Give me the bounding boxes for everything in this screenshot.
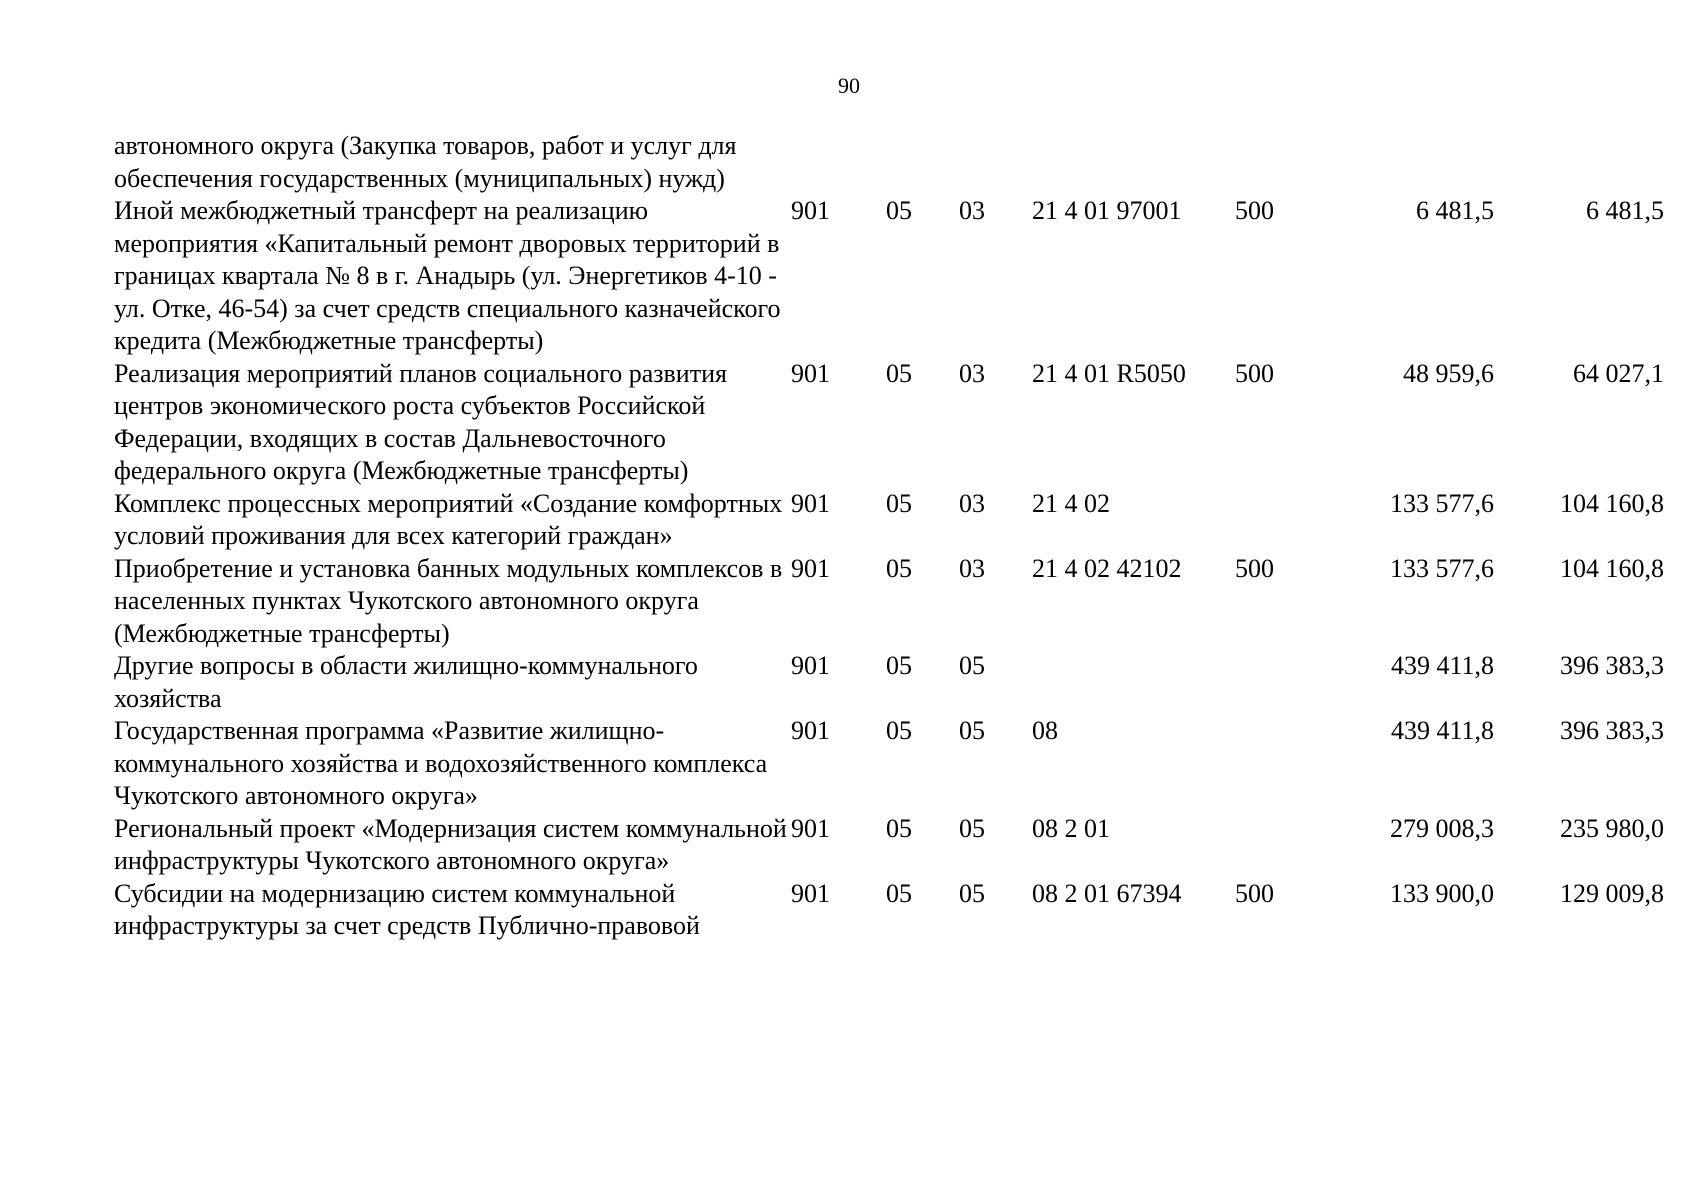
table-row <box>114 488 1664 553</box>
amount-year-2 <box>1494 130 1664 195</box>
item-name: автономного округа (Закупка товаров, работ и услуг для обеспечения государственных (муниципальных) нужд) <box>114 131 737 193</box>
table-row <box>114 715 1664 813</box>
table-row <box>114 553 1664 651</box>
target-article-code: 21 4 02 <box>1032 488 1110 518</box>
item-name: Приобретение и установка банных модульных комплексов в населенных пунктах Чукотского автономного округа (Межбюджетные трансферты) <box>114 553 783 648</box>
amount-year-1: 133 577,6 <box>1390 488 1494 518</box>
amount-year-1: 6 481,5 <box>1416 196 1494 225</box>
subsection-code: 05 <box>959 878 985 908</box>
item-name: Государственная программа «Развитие жилищно-коммунального хозяйства и водохозяйственного комплекса Чукотского автономного округа» <box>114 716 768 810</box>
ministry-code: 901 <box>791 716 830 745</box>
amount-year-1: 279 008,3 <box>1390 813 1494 843</box>
subsection-code: 05 <box>959 651 985 680</box>
table-row <box>114 358 1664 488</box>
amount-year-1: 133 577,6 <box>1390 553 1494 583</box>
amount-year-1: 439 411,8 <box>1390 716 1494 745</box>
ministry-code: 901 <box>791 651 830 680</box>
target-article-code: 08 2 01 <box>1032 813 1110 843</box>
target-article-code: 21 4 01 R5050 <box>1032 358 1186 388</box>
table-row <box>114 813 1664 878</box>
amount-year-2: 6 481,5 <box>1586 196 1664 225</box>
budget-table <box>114 130 1664 943</box>
table-row <box>114 650 1664 715</box>
amount-year-2: 235 980,0 <box>1560 813 1664 843</box>
table-row <box>114 878 1664 943</box>
target-article-code <box>1032 650 1235 715</box>
section-code: 05 <box>886 813 912 843</box>
amount-year-2: 396 383,3 <box>1560 716 1664 745</box>
item-name: Реализация мероприятий планов социального развития центров экономического роста субъектов Российской Федерации, входящих в состав Дальневосточного федерального округа (Межбюджетные трансферты) <box>114 358 727 485</box>
ministry-code: 901 <box>791 553 830 583</box>
item-name: Другие вопросы в области жилищно-коммунального хозяйства <box>114 651 698 713</box>
target-article-code: 21 4 02 42102 <box>1032 553 1182 583</box>
expense-type-code: 500 <box>1235 878 1274 908</box>
ministry-code: 901 <box>791 196 830 225</box>
amount-year-2: 129 009,8 <box>1560 878 1664 908</box>
subsection-code: 03 <box>959 196 985 225</box>
expense-type-code <box>1235 813 1355 878</box>
subsection-code: 03 <box>959 488 985 518</box>
section-code: 05 <box>886 716 912 745</box>
amount-year-2: 396 383,3 <box>1560 651 1664 680</box>
expense-type-code: 500 <box>1235 553 1274 583</box>
item-name: Комплекс процессных мероприятий «Создание комфортных условий проживания для всех категорий граждан» <box>114 488 783 550</box>
amount-year-1: 133 900,0 <box>1390 878 1494 908</box>
target-article-code: 08 2 01 67394 <box>1032 878 1182 908</box>
amount-year-2: 104 160,8 <box>1560 488 1664 518</box>
item-name: Иной межбюджетный трансферт на реализацию мероприятия «Капитальный ремонт дворовых территорий в границах квартала № 8 в г. Анадырь (ул. Энергетиков 4-10 - ул. Отке, 46-54) за счет средств специального казначейского кредита (Межбюджетные трансферты) <box>114 196 781 355</box>
page-number: 90 <box>838 73 860 98</box>
amount-year-1: 48 959,6 <box>1403 358 1494 388</box>
item-name: Региональный проект «Модернизация систем коммунальной инфраструктуры Чукотского автономного округа» <box>114 813 787 875</box>
ministry-code: 901 <box>791 358 830 388</box>
subsection-code: 05 <box>959 813 985 843</box>
section-code <box>886 130 959 195</box>
expense-type-code: 500 <box>1235 196 1274 225</box>
amount-year-1 <box>1355 130 1494 195</box>
expense-type-code <box>1235 715 1355 813</box>
section-code: 05 <box>886 878 912 908</box>
section-code: 05 <box>886 651 912 680</box>
target-article-code: 08 <box>1032 716 1058 745</box>
expense-type-code <box>1235 130 1355 195</box>
subsection-code: 03 <box>959 358 985 388</box>
amount-year-2: 104 160,8 <box>1560 553 1664 583</box>
amount-year-2: 64 027,1 <box>1573 358 1664 388</box>
item-name: Субсидии на модернизацию систем коммунальной инфраструктуры за счет средств Публично-правовой <box>114 878 700 940</box>
section-code: 05 <box>886 553 912 583</box>
table-row <box>114 130 1664 195</box>
subsection-code <box>959 130 1032 195</box>
section-code: 05 <box>886 196 912 225</box>
ministry-code: 901 <box>791 488 830 518</box>
target-article-code: 21 4 01 97001 <box>1032 196 1182 225</box>
subsection-code: 05 <box>959 716 985 745</box>
section-code: 05 <box>886 488 912 518</box>
expense-type-code <box>1235 488 1355 553</box>
expense-type-code <box>1235 650 1355 715</box>
ministry-code: 901 <box>791 878 830 908</box>
expense-type-code: 500 <box>1235 358 1274 388</box>
subsection-code: 03 <box>959 553 985 583</box>
section-code: 05 <box>886 358 912 388</box>
amount-year-1: 439 411,8 <box>1390 651 1494 680</box>
ministry-code <box>791 130 886 195</box>
table-row <box>114 195 1664 358</box>
ministry-code: 901 <box>791 813 830 843</box>
target-article-code <box>1032 130 1235 195</box>
